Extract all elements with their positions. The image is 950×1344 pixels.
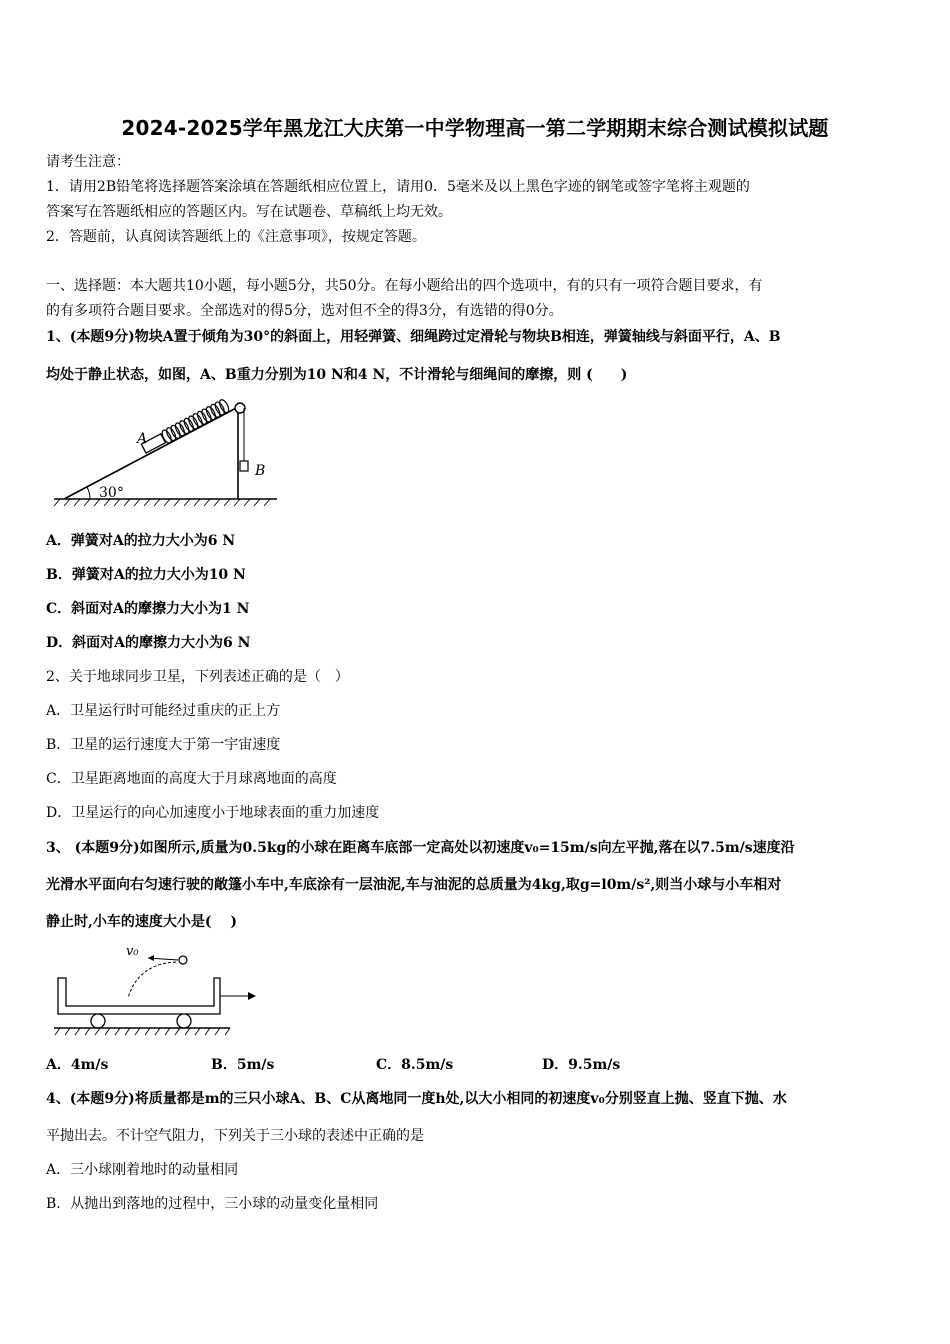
q4-stem-line-2: 平抛出去。不计空气阻力，下列关于三小球的表述中正确的是 (46, 1128, 424, 1144)
q3-option-b: B．5m/s (211, 1057, 275, 1073)
section-instructions-line-2: 的有多项符合题目要求。全部选对的得5分，选对但不全的得3分，有选错的得0分。 (46, 303, 563, 319)
q1-block-b-label: B (255, 463, 266, 479)
q4-option-a: A．三小球刚着地时的动量相同 (46, 1162, 239, 1178)
q3-stem-line-3: 静止时,小车的速度大小是( ) (46, 914, 237, 930)
q3-cart-figure (52, 940, 262, 1038)
q1-stem-line-2: 均处于静止状态，如图，A、B重力分别为10 N和4 N，不计滑轮与细绳间的摩擦，则 ( ) (46, 367, 628, 383)
q4-option-b: B．从抛出到落地的过程中，三小球的动量变化量相同 (46, 1196, 379, 1212)
q1-block-a-label: A (137, 431, 148, 447)
q3-option-a: A．4m/s (46, 1057, 109, 1073)
q2-option-b: B．卫星的运行速度大于第一宇宙速度 (46, 737, 281, 753)
q2-option-c: C．卫星距离地面的高度大于月球离地面的高度 (46, 771, 337, 787)
q1-stem-line-1: 1、(本题9分)物块A置于倾角为30°的斜面上，用轻弹簧、细绳跨过定滑轮与物块B相连，弹簧轴线与斜面平行，A、B (46, 329, 781, 345)
q1-option-b: B．弹簧对A的拉力大小为10 N (46, 567, 246, 583)
q2-option-a: A．卫星运行时可能经过重庆的正上方 (46, 703, 281, 719)
notice-heading: 请考生注意： (46, 154, 130, 170)
q1-incline-figure (52, 395, 282, 510)
q1-option-d: D．斜面对A的摩擦力大小为6 N (46, 635, 251, 651)
page-title: 2024-2025学年黑龙江大庆第一中学物理高一第二学期期末综合测试模拟试题 (121, 116, 829, 140)
notice-item-2: 2．答题前，认真阅读答题纸上的《注意事项》，按规定答题。 (46, 229, 426, 245)
section-instructions-line-1: 一、选择题：本大题共10小题，每小题5分，共50分。在每小题给出的四个选项中，有的只有一项符合题目要求，有 (46, 278, 763, 294)
q2-stem: 2、关于地球同步卫星，下列表述正确的是（ ） (46, 669, 349, 685)
q3-v0-label: v₀ (126, 944, 139, 959)
q1-angle-label: 30° (99, 485, 124, 501)
notice-item-1-line-2: 答案写在答题纸相应的答题区内。写在试题卷、草稿纸上均无效。 (46, 204, 452, 220)
q1-option-a: A．弹簧对A的拉力大小为6 N (46, 533, 236, 549)
q3-stem-line-1: 3、 (本题9分)如图所示,质量为0.5kg的小球在距离车底部一定高处以初速度v₀=15m/s向左平抛,落在以7.5m/s速度沿 (46, 840, 795, 856)
q4-stem-line-1: 4、(本题9分)将质量都是m的三只小球A、B、C从离地同一度h处,以大小相同的初速度v₀分别竖直上抛、竖直下抛、水 (46, 1091, 787, 1107)
q3-stem-line-2: 光滑水平面向右匀速行驶的敞篷小车中,车底涂有一层油泥,车与油泥的总质量为4kg,取g=l0m/s²,则当小球与小车相对 (46, 877, 782, 893)
notice-item-1-line-1: 1．请用2B铅笔将选择题答案涂填在答题纸相应位置上，请用0．5毫米及以上黑色字迹的钢笔或签字笔将主观题的 (46, 179, 750, 195)
q2-option-d: D．卫星运行的向心加速度小于地球表面的重力加速度 (46, 805, 380, 821)
q1-option-c: C．斜面对A的摩擦力大小为1 N (46, 601, 250, 617)
q3-option-d: D．9.5m/s (542, 1057, 621, 1073)
q3-option-c: C．8.5m/s (376, 1057, 454, 1073)
